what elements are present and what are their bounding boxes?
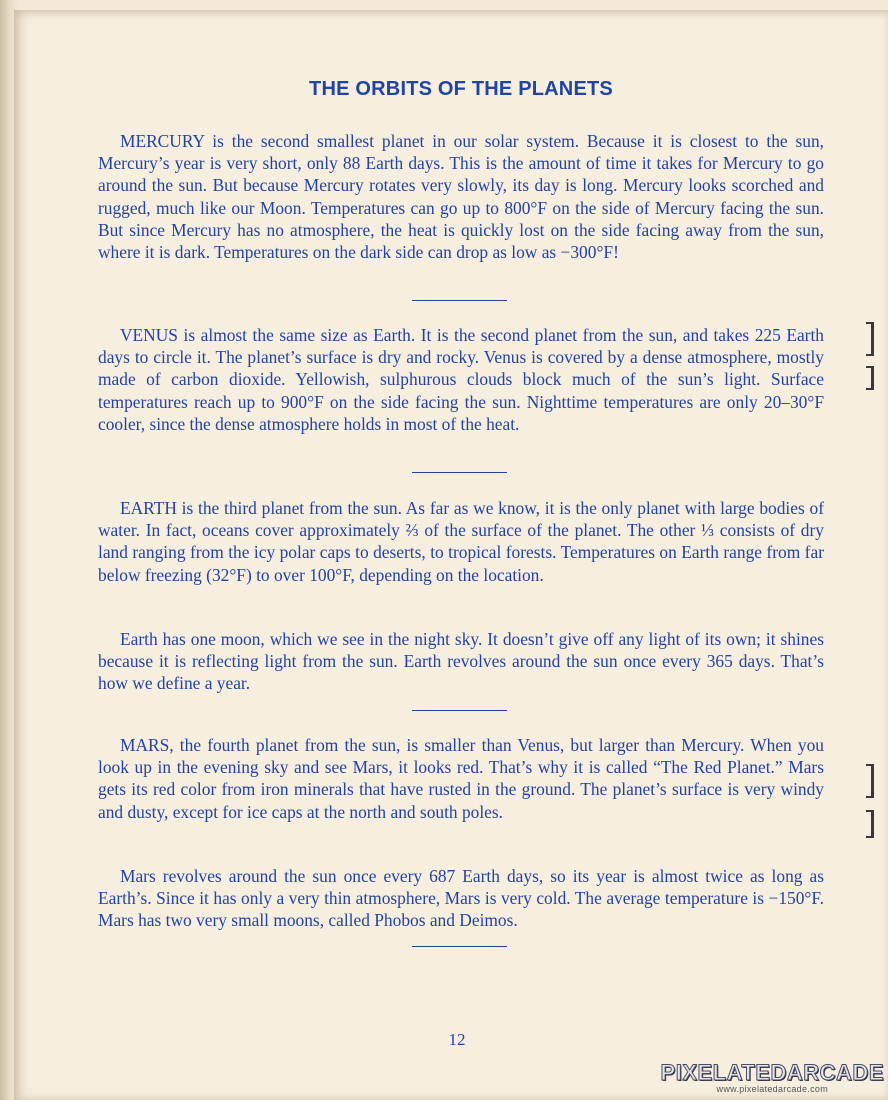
section-divider [412, 710, 507, 711]
binder-clip-top [866, 322, 874, 356]
paragraph-earth: EARTH is the third planet from the sun. As far as we know, it is the only planet with large bodies of water. In fact, oceans cover approximately ⅔ of the surface of the planet. The other ⅓ consists of dry land ranging from the icy polar caps to deserts, to tropical forests. Temperatures on Earth range from far below freezing (32°F) to over 100°F, depending on the location. [98, 498, 824, 585]
watermark [661, 1060, 884, 1094]
watermark-url: www.pixelatedarcade.com [716, 1084, 828, 1094]
paragraph-earth-moon: Earth has one moon, which we see in the night sky. It doesn’t give off any light of its own; it shines because it is reflecting light from the sun. Earth revolves around the sun once every 365 days. That’s how we define a year. [98, 629, 824, 694]
section-divider [412, 946, 507, 947]
paragraph-venus: VENUS is almost the same size as Earth. It is the second planet from the sun, and takes 225 Earth days to circle it. The planet’s surface is dry and rocky. Venus is covered by a dense atmosphere, mostly made of carbon dioxide. Yellowish, sulphurous clouds block much of the sun’s light. Surface temperatures reach up to 900°F on the side facing the sun. Nighttime temperatures are only 20–30°F cooler, since the dense atmosphere holds in most of the heat. [98, 325, 824, 434]
page-title: THE ORBITS OF THE PLANETS [309, 78, 613, 100]
watermark-brand: PIXELATEDARCADE [660, 1060, 884, 1085]
binder-clip-bottom-lower [866, 810, 874, 838]
paragraph-mars-orbit: Mars revolves around the sun once every 687 Earth days, so its year is almost twice as long as Earth’s. Since it has only a very thin atmosphere, Mars is very cold. The average temperature is −150°F. Mars has two very small moons, called Phobos and Deimos. [98, 866, 824, 931]
binder-clip-bottom [866, 764, 874, 798]
paragraph-mercury: MERCURY is the second smallest planet in our solar system. Because it is closest to the sun, Mercury’s year is very short, only 88 Earth days. This is the amount of time it takes for Mercury to go around the sun. But because Mercury rotates very slowly, its day is long. Mercury looks scorched and rugged, much like our Moon. Temperatures can go up to 800°F on the side of Mercury facing the sun. But since Mercury has no atmosphere, the heat is quickly lost on the side facing away from the sun, where it is dark. Temperatures on the dark side can drop as low as −300°F! [98, 131, 824, 263]
page-number: 12 [448, 1030, 466, 1049]
section-divider [412, 300, 507, 301]
section-divider [412, 472, 507, 473]
paragraph-mars: MARS, the fourth planet from the sun, is smaller than Venus, but larger than Mercury. When you look up in the evening sky and see Mars, it looks red. That’s why it is called “The Red Planet.” Mars gets its red color from iron minerals that have rusted in the ground. The planet’s surface is very windy and dusty, except for ice caps at the north and south poles. [98, 735, 824, 822]
binder-clip-top-lower [866, 366, 874, 390]
